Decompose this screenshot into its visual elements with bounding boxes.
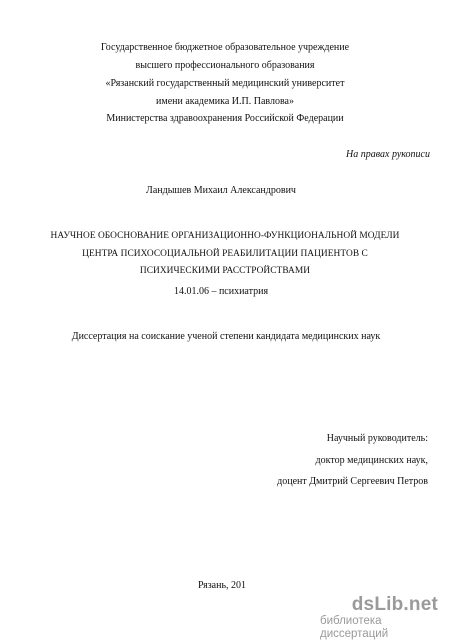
author-name: Ландышев Михаил Александрович: [146, 185, 296, 196]
degree-statement: Диссертация на соискание ученой степени кандидата медицинских наук: [71, 331, 381, 342]
supervisor-degree: доктор медицинских наук,: [315, 455, 428, 466]
institution-line-4: имени академика И.П. Павлова»: [156, 96, 294, 107]
institution-line-1: Государственное бюджетное образовательное учреждение: [100, 42, 350, 53]
city-year: Рязань, 201: [197, 580, 247, 591]
thesis-title-line-3: ПСИХИЧЕСКИМИ РАССТРОЙСТВАМИ: [139, 266, 311, 276]
specialty: 14.01.06 – психиатрия: [173, 286, 269, 297]
institution-line-5: Министерства здравоохранения Российской Федерации: [106, 113, 344, 124]
thesis-title-line-2: ЦЕНТРА ПСИХОСОЦИАЛЬНОЙ РЕАБИЛИТАЦИИ ПАЦИЕНТОВ С: [82, 249, 368, 259]
watermark-subtitle: библиотека диссертаций: [320, 615, 389, 640]
watermark-brand: dsLib.net: [351, 594, 438, 615]
institution-line-2: высшего профессионального образования: [135, 60, 315, 71]
institution-line-3: «Рязанский государственный медицинский университет: [105, 78, 345, 89]
rights-note: На правах рукописи: [346, 149, 430, 160]
supervisor-label: Научный руководитель:: [326, 433, 428, 444]
dslib-watermark: [320, 594, 438, 640]
supervisor-name: доцент Дмитрий Сергеевич Петров: [277, 476, 428, 487]
thesis-title-line-1: НАУЧНОЕ ОБОСНОВАНИЕ ОРГАНИЗАЦИОННО-ФУНКЦИОНАЛЬНОЙ МОДЕЛИ: [50, 231, 400, 241]
